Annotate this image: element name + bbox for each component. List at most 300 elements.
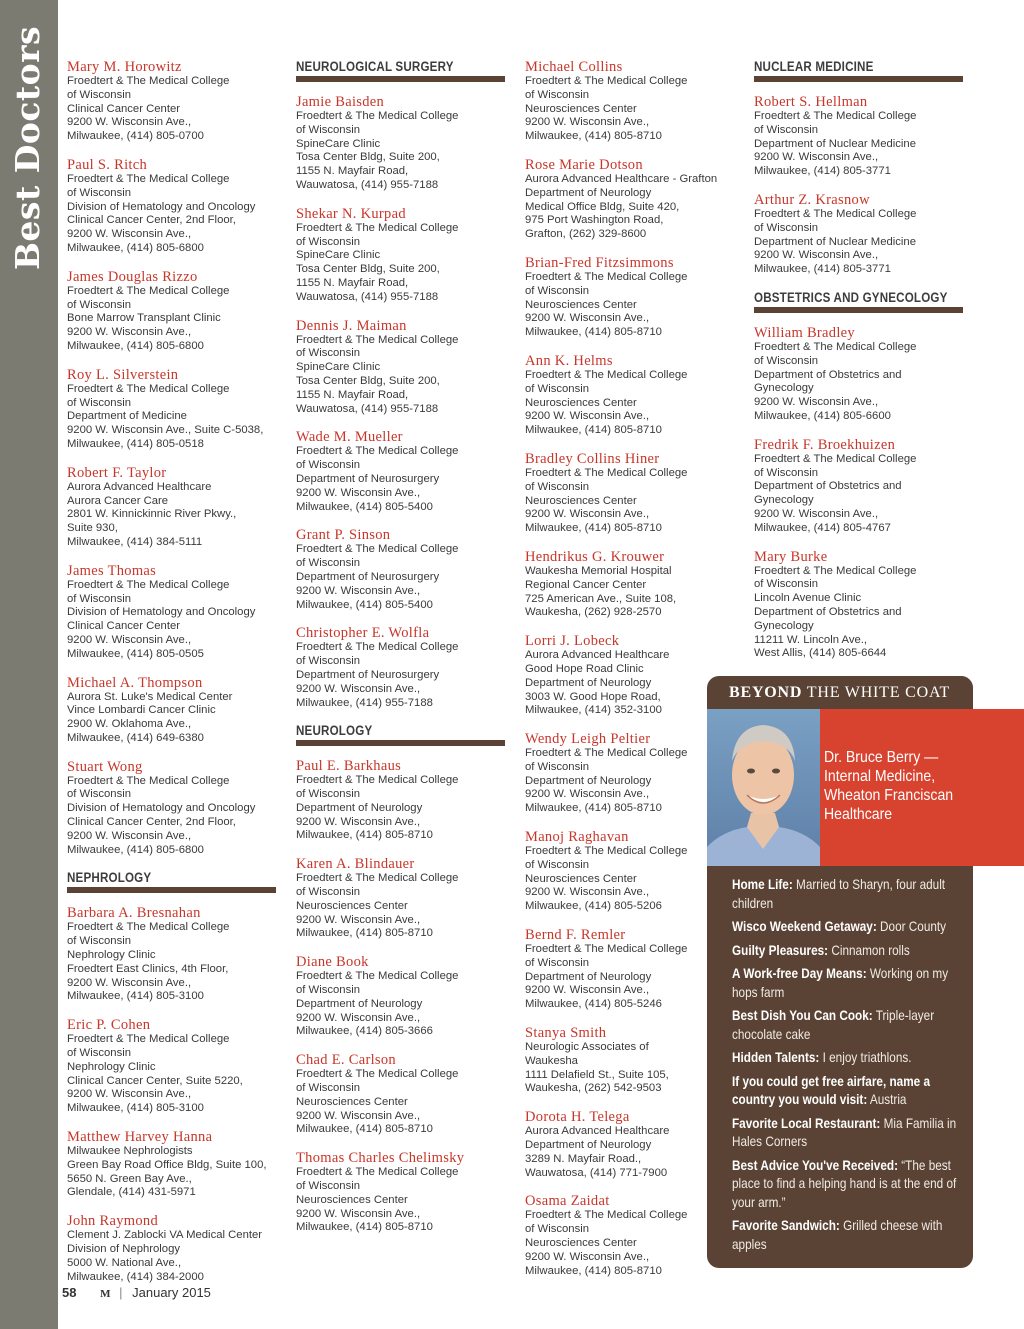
doctor-address-line: Froedtert & The Medical College xyxy=(296,1166,459,1179)
doctor-address-line: Clinical Cancer Center, Suite 5220, xyxy=(67,1074,243,1087)
doctor-entry xyxy=(67,157,281,256)
doctor-address-line: Department of Neurology xyxy=(525,1139,652,1152)
qa-answer: “The best place to find a helping hand is at the end of your arm.” xyxy=(732,1156,957,1210)
doctor-entry xyxy=(67,59,281,144)
doctor-address-line: of Wisconsin xyxy=(296,984,361,997)
doctor-address-line: Milwaukee, (414) 805-8710 xyxy=(525,1264,662,1277)
doctor-address-line: 9200 W. Wisconsin Ave., xyxy=(67,326,192,339)
doctor-entry xyxy=(296,94,510,193)
doctor-address-line: of Wisconsin xyxy=(296,1082,361,1095)
caption-line: Internal Medicine, xyxy=(824,768,936,785)
section-rule xyxy=(296,76,505,82)
doctor-address-line: 9200 W. Wisconsin Ave., xyxy=(67,1088,192,1101)
specialty-section-header xyxy=(754,59,966,82)
doctor-name: Wade M. Mueller xyxy=(296,429,403,446)
doctor-address-line: Froedtert & The Medical College xyxy=(67,578,230,591)
doctor-entry xyxy=(525,549,739,620)
doctor-entry xyxy=(67,675,281,746)
doctor-address-line: Milwaukee, (414) 805-3666 xyxy=(296,1025,433,1038)
doctor-address-line: Milwaukee, (414) 805-5400 xyxy=(296,598,433,611)
doctor-address-line: Department of Obstetrics and xyxy=(754,368,902,381)
specialty-title: NEUROLOGY xyxy=(296,723,373,739)
doctor-address-line: 9200 W. Wisconsin Ave., xyxy=(296,486,421,499)
doctor-address-line: 9200 W. Wisconsin Ave., xyxy=(525,116,650,129)
doctor-address-line: Aurora Advanced Healthcare xyxy=(525,649,670,662)
doctor-caption xyxy=(824,748,953,824)
doctor-address-line: 1155 N. Mayfair Road, xyxy=(296,276,409,289)
doctor-address-line: Department of Neurology xyxy=(296,801,423,814)
doctor-address-line: Milwaukee, (414) 805-3100 xyxy=(67,1102,204,1115)
doctor-address-line: Froedtert & The Medical College xyxy=(525,845,688,858)
qa-question: A Work-free Day Means: xyxy=(732,965,867,981)
section-rule xyxy=(67,887,276,893)
doctor-name: Paul E. Barkhaus xyxy=(296,758,402,775)
specialty-section-header xyxy=(296,723,510,746)
doctor-address-line: Milwaukee, (414) 805-8710 xyxy=(296,1123,433,1136)
qa-question: Hidden Talents: xyxy=(732,1049,820,1065)
doctor-entry xyxy=(525,255,739,340)
doctor-name: Brian-Fred Fitzsimmons xyxy=(525,254,674,271)
doctor-address-line: Neurosciences Center xyxy=(296,899,408,912)
specialty-title: NEUROLOGICAL SURGERY xyxy=(296,59,454,74)
doctor-address-line: of Wisconsin xyxy=(67,592,132,605)
doctor-address-line: Froedtert & The Medical College xyxy=(296,221,459,234)
doctor-address-line: Glendale, (414) 431-5971 xyxy=(67,1186,196,1199)
doctor-name: Dorota H. Telega xyxy=(525,1109,630,1126)
doctor-address-line: Waukesha Memorial Hospital xyxy=(525,564,672,577)
doctor-address-line: of Wisconsin xyxy=(67,788,132,801)
doctor-address-line: Froedtert & The Medical College xyxy=(525,270,688,283)
doctor-name: Manoj Raghavan xyxy=(525,829,629,846)
doctor-address-line: Department of Nuclear Medicine xyxy=(754,235,916,248)
qa-question: Favorite Local Restaurant: xyxy=(732,1114,881,1131)
doctor-name: James Douglas Rizzo xyxy=(67,268,198,285)
doctor-address-line: of Wisconsin xyxy=(525,760,590,773)
doctor-address-line: Milwaukee, (414) 805-8710 xyxy=(525,130,662,143)
doctor-name: Wendy Leigh Peltier xyxy=(525,731,651,748)
doctor-address-line: Milwaukee, (414) 805-0700 xyxy=(67,130,204,143)
doctor-address-line: Milwaukee, (414) 805-6600 xyxy=(754,409,891,422)
doctor-name: Karen A. Blindauer xyxy=(296,856,415,873)
doctor-address-line: Department of Neurology xyxy=(296,997,423,1010)
caption-line: Healthcare xyxy=(824,806,893,823)
doctor-address-line: Aurora St. Luke's Medical Center xyxy=(67,690,233,703)
qa-answer: Triple-layer chocolate cake xyxy=(732,1007,935,1042)
doctor-address-line: Froedtert & The Medical College xyxy=(296,1068,459,1081)
doctor-address-line: Neurosciences Center xyxy=(525,872,637,885)
doctor-address-line: SpineCare Clinic xyxy=(296,361,381,374)
doctor-name: John Raymond xyxy=(67,1213,159,1230)
doctor-address-line: 3289 N. Mayfair Road., xyxy=(525,1152,642,1165)
doctor-address-line: Milwaukee, (414) 805-8710 xyxy=(296,927,433,940)
doctor-address-line: 9200 W. Wisconsin Ave., xyxy=(754,507,879,520)
qa-item xyxy=(732,964,970,1001)
qa-question: Home Life: xyxy=(732,876,793,892)
doctor-name: Shekar N. Kurpad xyxy=(296,205,406,222)
doctor-address-line: West Allis, (414) 805-6644 xyxy=(754,647,887,660)
doctor-address-line: Froedtert & The Medical College xyxy=(754,564,917,577)
doctor-address-line: Regional Cancer Center xyxy=(525,578,647,591)
doctor-address-line: Froedtert & The Medical College xyxy=(296,774,459,787)
doctor-address-line: of Wisconsin xyxy=(525,956,590,969)
doctor-name: Michael A. Thompson xyxy=(67,674,203,691)
doctor-entry xyxy=(67,905,281,1004)
doctor-address-line: Neurosciences Center xyxy=(296,1095,408,1108)
doctor-address-line: Neurosciences Center xyxy=(525,298,637,311)
doctor-address-line: Wauwatosa, (414) 955-7188 xyxy=(296,290,439,303)
doctor-name: Roy L. Silverstein xyxy=(67,366,179,383)
doctor-entry xyxy=(525,353,739,438)
qa-answer: Working on my hops farm xyxy=(732,965,949,1000)
doctor-address-line: Froedtert & The Medical College xyxy=(67,284,230,297)
doctor-address-line: of Wisconsin xyxy=(525,480,590,493)
doctor-address-line: Froedtert & The Medical College xyxy=(296,641,459,654)
qa-item xyxy=(732,1006,970,1043)
doctor-entry xyxy=(67,465,281,550)
doctor-entry xyxy=(296,206,510,305)
doctor-address-line: Froedtert & The Medical College xyxy=(754,207,917,220)
qa-answer: Austria xyxy=(867,1091,907,1107)
doctor-name: Paul S. Ritch xyxy=(67,156,148,173)
doctor-address-line: Milwaukee, (414) 805-5400 xyxy=(296,500,433,513)
doctor-address-line: of Wisconsin xyxy=(754,354,819,367)
doctor-address-line: of Wisconsin xyxy=(754,221,819,234)
doctor-address-line: Gynecology xyxy=(754,382,814,395)
specialty-section-header xyxy=(67,870,281,893)
doctor-address-line: 9200 W. Wisconsin Ave., xyxy=(296,584,421,597)
doctor-entry xyxy=(296,527,510,612)
doctor-name: Jamie Baisden xyxy=(296,94,385,110)
doctor-name: Christopher E. Wolfla xyxy=(296,625,430,642)
qa-item xyxy=(732,941,970,960)
doctor-address-line: 9200 W. Wisconsin Ave., xyxy=(296,682,421,695)
doctor-name: Robert S. Hellman xyxy=(754,94,868,110)
doctor-address-line: Aurora Advanced Healthcare xyxy=(525,1125,670,1138)
doctor-address-line: Froedtert & The Medical College xyxy=(296,333,459,346)
doctor-name: Michael Collins xyxy=(525,59,623,75)
column-4 xyxy=(754,59,966,674)
doctor-entry xyxy=(525,451,739,536)
doctor-address-line: 1155 N. Mayfair Road, xyxy=(296,165,409,178)
doctor-entry xyxy=(525,157,739,242)
doctor-address-line: Nephrology Clinic xyxy=(67,1060,156,1073)
doctor-address-line: of Wisconsin xyxy=(296,788,361,801)
doctor-name: Arthur Z. Krasnow xyxy=(754,191,870,208)
doctor-name: Robert F. Taylor xyxy=(67,464,167,481)
doctor-address-line: 9200 W. Wisconsin Ave., xyxy=(754,249,879,262)
doctor-address-line: Froedtert & The Medical College xyxy=(296,970,459,983)
doctor-address-line: Milwaukee, (414) 805-8710 xyxy=(525,802,662,815)
doctor-address-line: Bone Marrow Transplant Clinic xyxy=(67,312,221,325)
qa-answer: Cinnamon rolls xyxy=(828,941,910,958)
doctor-portrait-icon xyxy=(707,709,820,866)
doctor-address-line: Aurora Cancer Care xyxy=(67,494,169,507)
doctor-address-line: Froedtert East Clinics, 4th Floor, xyxy=(67,962,229,975)
specialty-title: NEPHROLOGY xyxy=(67,870,152,886)
doctor-address-line: Tosa Center Bldg, Suite 200, xyxy=(296,374,440,387)
doctor-address-line: Neurosciences Center xyxy=(525,396,637,409)
section-rule xyxy=(296,740,505,746)
doctor-entry xyxy=(67,367,281,452)
doctor-address-line: 9200 W. Wisconsin Ave., xyxy=(67,228,192,241)
doctor-entry xyxy=(67,1129,281,1200)
doctor-address-line: 9200 W. Wisconsin Ave., xyxy=(754,151,879,164)
doctor-address-line: 9200 W. Wisconsin Ave., xyxy=(296,1109,421,1122)
doctor-address-line: of Wisconsin xyxy=(67,186,132,199)
doctor-address-line: Neurosciences Center xyxy=(525,102,637,115)
doctor-address-line: of Wisconsin xyxy=(754,466,819,479)
doctor-address-line: Aurora Advanced Healthcare - Grafton xyxy=(525,172,718,185)
doctor-address-line: Gynecology xyxy=(754,619,814,632)
doctor-address-line: Waukesha xyxy=(525,1054,578,1067)
doctor-address-line: Lincoln Avenue Clinic xyxy=(754,592,862,605)
doctor-entry xyxy=(296,318,510,417)
qa-item xyxy=(732,1216,970,1253)
doctor-address-line: of Wisconsin xyxy=(67,935,132,948)
doctor-address-line: Neurosciences Center xyxy=(525,494,637,507)
doctor-entry xyxy=(525,59,739,144)
doctor-address-line: 9200 W. Wisconsin Ave., xyxy=(525,508,650,521)
doctor-name: Rose Marie Dotson xyxy=(525,156,643,173)
doctor-address-line: Milwaukee, (414) 805-5246 xyxy=(525,998,662,1011)
doctor-name: Hendrikus G. Krouwer xyxy=(525,548,665,565)
doctor-address-line: Vince Lombardi Cancer Clinic xyxy=(67,704,216,717)
doctor-address-line: 9200 W. Wisconsin Ave., xyxy=(525,410,650,423)
doctor-address-line: Milwaukee, (414) 352-3100 xyxy=(525,704,662,717)
doctor-address-line: of Wisconsin xyxy=(525,858,590,871)
doctor-address-line: 11211 W. Lincoln Ave., xyxy=(754,633,868,646)
doctor-entry xyxy=(67,269,281,354)
doctor-name: Fredrik F. Broekhuizen xyxy=(754,436,896,453)
specialty-section-header xyxy=(754,290,966,313)
doctor-address-line: Froedtert & The Medical College xyxy=(296,543,459,556)
doctor-address-line: Tosa Center Bldg, Suite 200, xyxy=(296,151,440,164)
doctor-entry xyxy=(67,563,281,662)
doctor-address-line: of Wisconsin xyxy=(296,655,361,668)
doctor-address-line: Division of Hematology and Oncology xyxy=(67,200,256,213)
doctor-name: Grant P. Sinson xyxy=(296,527,391,544)
doctor-address-line: Medical Office Bldg, Suite 420, xyxy=(525,200,680,213)
qa-item xyxy=(732,1072,970,1109)
doctor-address-line: Froedtert & The Medical College xyxy=(525,1209,688,1222)
doctor-entry xyxy=(296,1150,510,1235)
doctor-address-line: 9200 W. Wisconsin Ave., xyxy=(525,886,650,899)
doctor-address-line: Milwaukee, (414) 805-0518 xyxy=(67,437,204,450)
doctor-name: William Bradley xyxy=(754,324,855,341)
doctor-address-line: SpineCare Clinic xyxy=(296,249,381,262)
doctor-address-line: Department of Neurosurgery xyxy=(296,570,440,583)
footer-divider: | xyxy=(119,1285,123,1300)
doctor-address-line: Froedtert & The Medical College xyxy=(67,382,230,395)
doctor-address-line: 9200 W. Wisconsin Ave., Suite C-5038, xyxy=(67,424,264,437)
box-title: BEYOND THE WHITE COAT xyxy=(729,684,951,701)
qa-question: Guilty Pleasures: xyxy=(732,941,829,958)
doctor-entry xyxy=(296,954,510,1039)
doctor-address-line: 9200 W. Wisconsin Ave., xyxy=(296,913,421,926)
doctor-address-line: Department of Neurology xyxy=(525,186,652,199)
doctor-address-line: 1111 Delafield St., Suite 105, xyxy=(525,1068,669,1081)
doctor-address-line: Department of Neurology xyxy=(525,676,652,689)
doctor-name: Stanya Smith xyxy=(525,1025,607,1042)
caption-line: Dr. Bruce Berry — xyxy=(824,749,939,766)
doctor-address-line: Froedtert & The Medical College xyxy=(296,445,459,458)
doctor-name: Mary M. Horowitz xyxy=(67,59,182,75)
doctor-name: Eric P. Cohen xyxy=(67,1017,151,1034)
doctor-entry xyxy=(754,94,966,179)
specialty-section-header xyxy=(296,59,510,82)
doctor-address-line: Milwaukee, (414) 805-8710 xyxy=(525,522,662,535)
doctor-address-line: 1155 N. Mayfair Road, xyxy=(296,388,409,401)
doctor-name: Barbara A. Bresnahan xyxy=(67,905,201,922)
doctor-address-line: of Wisconsin xyxy=(296,235,361,248)
doctor-address-line: Froedtert & The Medical College xyxy=(67,75,230,87)
doctor-address-line: Division of Nephrology xyxy=(67,1243,181,1256)
issue-date: January 2015 xyxy=(132,1285,211,1300)
qa-item xyxy=(732,917,970,936)
doctor-entry xyxy=(67,1017,281,1116)
doctor-address-line: Froedtert & The Medical College xyxy=(525,368,688,381)
doctor-name: Osama Zaidat xyxy=(525,1193,610,1210)
doctor-photo xyxy=(707,709,820,866)
doctor-entry xyxy=(67,759,281,858)
section-rule xyxy=(754,307,963,313)
doctor-address-line: Green Bay Road Office Bldg, Suite 100, xyxy=(67,1158,267,1171)
doctor-address-line: Division of Hematology and Oncology xyxy=(67,802,256,815)
doctor-address-line: Milwaukee, (414) 805-8710 xyxy=(296,829,433,842)
doctor-address-line: Wauwatosa, (414) 955-7188 xyxy=(296,178,439,191)
doctor-address-line: Milwaukee, (414) 805-6800 xyxy=(67,339,204,352)
doctor-address-line: Grafton, (262) 329-8600 xyxy=(525,228,647,241)
doctor-name: James Thomas xyxy=(67,562,157,579)
doctor-address-line: Milwaukee, (414) 805-4767 xyxy=(754,521,891,534)
doctor-address-line: of Wisconsin xyxy=(754,123,819,136)
section-title-vertical: Best Doctors xyxy=(8,25,47,270)
doctor-address-line: Milwaukee, (414) 805-3771 xyxy=(754,165,891,178)
specialty-title: NUCLEAR MEDICINE xyxy=(754,59,874,74)
doctor-address-line: of Wisconsin xyxy=(525,284,590,297)
doctor-address-line: 9200 W. Wisconsin Ave., xyxy=(754,396,879,409)
doctor-entry xyxy=(754,325,966,424)
doctor-name: Bernd F. Remler xyxy=(525,927,626,944)
doctor-address-line: Clinical Cancer Center, 2nd Floor, xyxy=(67,214,236,227)
doctor-entry xyxy=(754,549,966,662)
qa-question: Best Advice You've Received: xyxy=(732,1156,898,1173)
doctor-address-line: 9200 W. Wisconsin Ave., xyxy=(525,984,650,997)
doctor-address-line: 9200 W. Wisconsin Ave., xyxy=(296,1011,421,1024)
doctor-address-line: Department of Obstetrics and xyxy=(754,480,902,493)
doctor-address-line: 725 American Ave., Suite 108, xyxy=(525,592,677,605)
doctor-address-line: Clement J. Zablocki VA Medical Center xyxy=(67,1229,263,1242)
column-2 xyxy=(296,59,510,1248)
qa-item xyxy=(732,1114,970,1151)
doctor-address-line: Neurologic Associates of xyxy=(525,1041,649,1054)
doctor-entry xyxy=(296,856,510,941)
doctor-address-line: of Wisconsin xyxy=(67,298,132,311)
doctor-address-line: Gynecology xyxy=(754,494,814,507)
doctor-address-line: Waukesha, (262) 928-2570 xyxy=(525,606,662,619)
qa-item xyxy=(732,1156,970,1212)
doctor-address-line: 9200 W. Wisconsin Ave., xyxy=(296,815,421,828)
doctor-address-line: Department of Neurosurgery xyxy=(296,472,440,485)
doctor-entry xyxy=(296,1052,510,1137)
specialty-title: OBSTETRICS AND GYNECOLOGY xyxy=(754,289,948,305)
doctor-name: Diane Book xyxy=(296,954,369,971)
doctor-address-line: 2900 W. Oklahoma Ave., xyxy=(67,718,192,731)
qa-question: Best Dish You Can Cook: xyxy=(732,1007,873,1023)
doctor-name: Stuart Wong xyxy=(67,758,143,775)
doctor-address-line: 5000 W. National Ave., xyxy=(67,1256,182,1269)
doctor-address-line: Milwaukee, (414) 805-0505 xyxy=(67,647,204,660)
doctor-address-line: Froedtert & The Medical College xyxy=(525,943,688,956)
doctor-name: Bradley Collins Hiner xyxy=(525,450,660,467)
doctor-address-line: Froedtert & The Medical College xyxy=(67,1033,230,1046)
doctor-name: Lorri J. Lobeck xyxy=(525,633,620,650)
doctor-address-line: Froedtert & The Medical College xyxy=(754,110,917,122)
qa-question: Wisco Weekend Getaway: xyxy=(732,918,877,934)
doctor-address-line: Milwaukee, (414) 805-3100 xyxy=(67,990,204,1003)
doctor-address-line: SpineCare Clinic xyxy=(296,137,381,150)
doctor-address-line: Milwaukee Nephrologists xyxy=(67,1145,193,1158)
doctor-address-line: Department of Nuclear Medicine xyxy=(754,137,916,150)
page-number: 58 xyxy=(62,1285,77,1300)
qa-question: If you could get free airfare, name a country you would visit: xyxy=(732,1072,931,1107)
qa-answer: I enjoy triathlons. xyxy=(819,1049,912,1065)
doctor-address-line: of Wisconsin xyxy=(67,1047,132,1060)
doctor-name: Ann K. Helms xyxy=(525,352,613,369)
qa-answer: Married to Sharyn, four adult children xyxy=(732,876,946,911)
qa-item xyxy=(732,1048,970,1067)
doctor-address-line: of Wisconsin xyxy=(296,1180,361,1193)
doctor-address-line: Department of Neurosurgery xyxy=(296,668,440,681)
doctor-address-line: Clinical Cancer Center, 2nd Floor, xyxy=(67,816,236,829)
doctor-address-line: Tosa Center Bldg, Suite 200, xyxy=(296,263,440,276)
qa-list xyxy=(732,875,970,1258)
qa-answer: Grilled cheese with apples xyxy=(732,1217,943,1252)
doctor-address-line: Milwaukee, (414) 805-8710 xyxy=(525,424,662,437)
page-footer xyxy=(62,1285,211,1300)
doctor-address-line: Good Hope Road Clinic xyxy=(525,662,644,675)
doctor-address-line: 9200 W. Wisconsin Ave., xyxy=(67,633,192,646)
doctor-address-line: 9200 W. Wisconsin Ave., xyxy=(296,1207,421,1220)
doctor-address-line: of Wisconsin xyxy=(296,886,361,899)
doctor-address-line: 9200 W. Wisconsin Ave., xyxy=(525,1250,650,1263)
doctor-address-line: Milwaukee, (414) 805-6800 xyxy=(67,241,204,254)
doctor-entry xyxy=(67,1213,281,1284)
caption-line: Wheaton Franciscan xyxy=(824,787,954,804)
doctor-address-line: Wauwatosa, (414) 771-7900 xyxy=(525,1166,668,1179)
qa-answer: Mia Familia in Hales Corners xyxy=(732,1114,957,1149)
doctor-address-line: Neurosciences Center xyxy=(296,1193,408,1206)
doctor-address-line: 9200 W. Wisconsin Ave., xyxy=(67,116,192,129)
doctor-address-line: Department of Obstetrics and xyxy=(754,605,902,618)
doctor-address-line: 3003 W. Good Hope Road, xyxy=(525,690,661,703)
doctor-address-line: Froedtert & The Medical College xyxy=(525,75,688,87)
doctor-address-line: 5650 N. Green Bay Ave., xyxy=(67,1172,192,1185)
doctor-address-line: of Wisconsin xyxy=(67,88,132,101)
doctor-address-line: Nephrology Clinic xyxy=(67,949,156,962)
doctor-address-line: Froedtert & The Medical College xyxy=(67,921,230,934)
qa-item xyxy=(732,875,970,912)
doctor-address-line: Milwaukee, (414) 805-8710 xyxy=(525,326,662,339)
doctor-address-line: Neurosciences Center xyxy=(525,1237,637,1250)
doctor-address-line: Milwaukee, (414) 384-2000 xyxy=(67,1270,204,1283)
doctor-name: Thomas Charles Chelimsky xyxy=(296,1150,465,1167)
doctor-address-line: Froedtert & The Medical College xyxy=(296,872,459,885)
doctor-address-line: of Wisconsin xyxy=(296,123,361,136)
doctor-address-line: Division of Hematology and Oncology xyxy=(67,606,256,619)
doctor-name: Matthew Harvey Hanna xyxy=(67,1129,213,1146)
doctor-address-line: 975 Port Washington Road, xyxy=(525,214,664,227)
